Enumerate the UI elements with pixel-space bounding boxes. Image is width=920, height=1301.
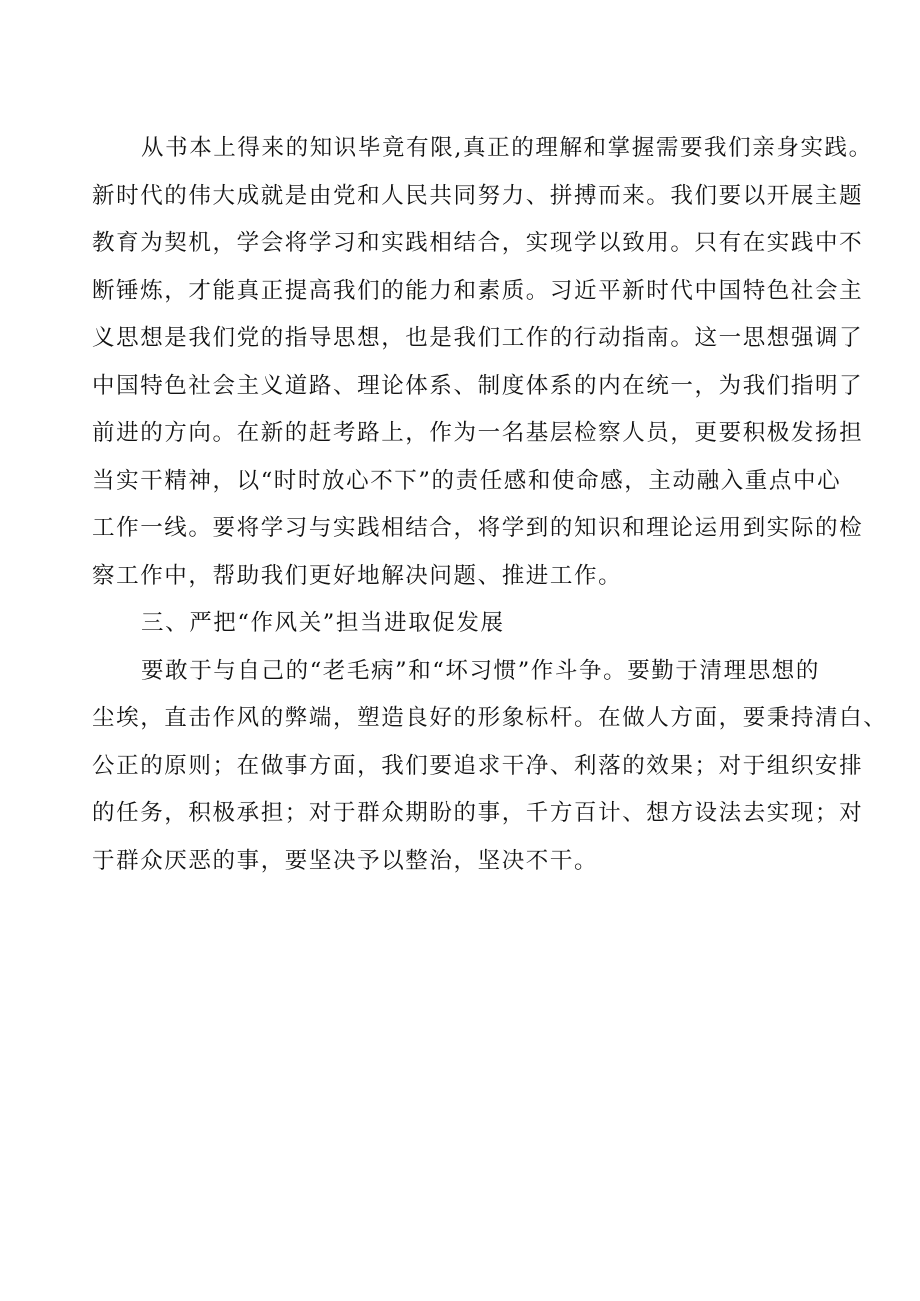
paragraph-2-line: 尘埃，直击作风的弊端，塑造良好的形象标杆。在做人方面，要秉持清白、 xyxy=(92,705,888,731)
paragraph-2-line: 要敢于与自己的“老毛病”和“坏习惯”作斗争。要勤于清理思想的 xyxy=(141,658,821,684)
paragraph-1-line: 教育为契机，学会将学习和实践相结合，实现学以致用。只有在实践中不 xyxy=(92,230,864,256)
section-heading: 三、严把“作风关”担当进取促发展 xyxy=(141,610,505,636)
paragraph-1-line: 义思想是我们党的指导思想，也是我们工作的行动指南。这一思想强调了 xyxy=(92,325,864,351)
paragraph-1-line: 前进的方向。在新的赶考路上，作为一名基层检察人员，更要积极发扬担 xyxy=(92,420,864,446)
paragraph-1-line: 察工作中，帮助我们更好地解决问题、推进工作。 xyxy=(92,563,623,589)
paragraph-2-line: 公正的原则；在做事方面，我们要追求干净、利落的效果；对于组织安排 xyxy=(92,753,864,779)
paragraph-1-line: 当实干精神，以“时时放心不下”的责任感和使命感，主动融入重点中心 xyxy=(92,468,842,494)
paragraph-1-line: 新时代的伟大成就是由党和人民共同努力、拼搏而来。我们要以开展主题 xyxy=(92,183,864,209)
paragraph-2-line: 的任务，积极承担；对于群众期盼的事，千方百计、想方设法去实现；对 xyxy=(92,800,864,826)
paragraph-1-line: 中国特色社会主义道路、理论体系、制度体系的内在统一，为我们指明了 xyxy=(92,373,864,399)
paragraph-1-line: 从书本上得来的知识毕竟有限,真正的理解和掌握需要我们亲身实践。 xyxy=(141,135,873,161)
paragraph-2-line: 于群众厌恶的事，要坚决予以整治，坚决不干。 xyxy=(92,848,599,874)
paragraph-1-line: 断锤炼，才能真正提高我们的能力和素质。习近平新时代中国特色社会主 xyxy=(92,278,864,304)
paragraph-1-line: 工作一线。要将学习与实践相结合，将学到的知识和理论运用到实际的检 xyxy=(92,515,864,541)
